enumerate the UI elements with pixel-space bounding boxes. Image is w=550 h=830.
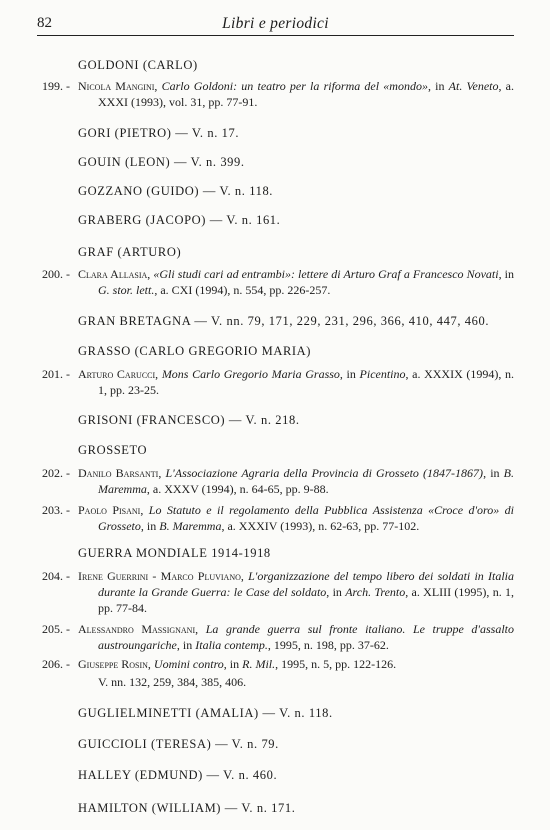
italic-title: Picentino [359,367,406,381]
italic-title: Italia contemp. [195,638,268,652]
entry-text [78,465,514,497]
italic-title: G. stor. lett. [98,283,155,297]
subject-heading: HALLEY (EDMUND) — V. n. 460. [78,768,278,782]
entry-text [78,502,515,534]
italic-title: R. Mil. [242,657,276,671]
citation-text: , a. XXXI (1993), vol. 31, pp. 77-91. [98,79,515,109]
bibliography-entry [42,656,514,672]
bibliography-entry [42,366,514,398]
citation-text: , in [339,367,360,381]
entry-text [78,568,515,616]
entry-number: 200. - [42,267,70,281]
subject-heading: GRASSO (CARLO GREGORIO MARIA) [78,344,312,358]
citation-text: , 1995, n. 5, pp. 122-126. [275,657,397,671]
italic-title: «Gli studi cari ad entrambi»: lettere di Arturo Graf a Francesco Novati [153,267,499,281]
subject-heading: GRABERG (JACOPO) — V. n. 161. [78,213,281,227]
entry-text [78,621,514,653]
subject-heading: GRAN BRETAGNA — V. nn. 79, 171, 229, 231, 296, 366, 410, 447, 460. [78,314,490,328]
entry-number: 206. - [42,657,70,671]
italic-title: At. Veneto [448,79,499,93]
italic-title: Mons Carlo Gregorio Maria Grasso [161,367,340,381]
entry-text [78,656,514,672]
subject-heading: HAMILTON (WILLIAM) — V. n. 171. [78,801,296,815]
subject-heading: GROSSETO [78,443,148,457]
bibliography-entry [42,621,514,653]
italic-title: L'organizzazione del tempo libero dei soldati in Italia durante la Grande Guerra: le Case del soldato [98,569,515,599]
citation-text: , in [326,585,346,599]
running-title: Libri e periodici [222,15,329,32]
entry-number: 202. - [42,466,70,480]
entry-number: 205. - [42,622,70,636]
italic-title: Arch. Trento [345,585,406,599]
page-number: 82 [37,15,52,31]
subject-heading: GRISONI (FRANCESCO) — V. n. 218. [78,413,300,427]
citation-text: , [240,569,249,583]
citation-text: , 1995, n. 198, pp. 37-62. [267,638,389,652]
bibliography-entry [42,465,514,497]
entry-number: 204. - [42,569,70,583]
citation-text: , a. XXXV (1994), n. 64-65, pp. 9-88. [146,482,329,496]
citation-text: , in [176,638,196,652]
author-name: Danilo Barsanti [78,466,159,480]
running-header [37,13,514,36]
italic-title: Carlo Goldoni: un teatro per la riforma del «mondo» [161,79,428,93]
citation-text: , in [427,79,449,93]
entry-text [78,78,515,110]
entry-number: 201. - [42,367,70,381]
subject-heading: GRAF (ARTURO) [78,245,182,259]
entry-number: 203. - [42,503,70,517]
citation-text: , [158,466,166,480]
bibliography-entry [42,266,514,298]
entry-text [78,366,515,398]
author-name: Nicola Mangini [78,79,155,93]
citation-text: , a. CXI (1994), n. 554, pp. 226-257. [154,283,331,297]
author-name: Irene Guerrini - Marco Pluviano [78,569,241,583]
italic-title: La grande guerra sul fronte italiano. Le truppe d'assalto austroungariche [98,622,514,652]
citation-text: , in [140,519,160,533]
citation-text: , in [223,657,243,671]
citation-text: , a. XLIII (1995), n. 1, pp. 77-84. [98,585,514,615]
subject-heading: GUICCIOLI (TERESA) — V. n. 79. [78,737,279,751]
italic-title: Uomini contro [153,657,224,671]
author-name: Clara Allasia [78,267,148,281]
citation-text: , [155,367,162,381]
bibliography-entry [42,568,514,616]
citation-text: , [154,79,162,93]
italic-title: B. Maremma [159,519,222,533]
italic-title: B. Maremma [98,466,514,496]
bibliography-entry [42,502,514,534]
citation-text: , a. XXXIV (1993), n. 62-63, pp. 77-102. [221,519,420,533]
cross-reference-line: V. nn. 132, 259, 384, 385, 406. [98,675,247,689]
bibliography-entry [42,78,514,110]
italic-title: L'Associazione Agraria della Provincia di Grosseto (1847-1867) [165,466,484,480]
citation-text: , in [483,466,504,480]
subject-heading: GORI (PIETRO) — V. n. 17. [78,126,240,140]
citation-text: , [195,622,206,636]
citation-text: , [147,267,154,281]
author-name: Paolo Pisani [78,503,141,517]
citation-text: , [140,503,149,517]
author-name: Giuseppe Rosin [78,657,148,671]
citation-text: , [147,657,154,671]
subject-heading: GUGLIELMINETTI (AMALIA) — V. n. 118. [78,706,333,720]
entry-number: 199. - [42,79,70,93]
author-name: Arturo Carucci [78,367,156,381]
citation-text: , in [498,267,515,281]
author-name: Alessandro Massignani [78,622,196,636]
subject-heading: GOLDONI (CARLO) [78,58,198,72]
citation-text: , a. XXXIX (1994), n. 1, pp. 23-25. [98,367,515,397]
subject-heading: GUERRA MONDIALE 1914-1918 [78,546,271,560]
italic-title: Lo Statuto e il regolamento della Pubblica Assistenza «Croce d'oro» di Grosseto [98,503,515,533]
subject-heading: GOUIN (LEON) — V. n. 399. [78,155,245,169]
entry-text [78,266,515,298]
subject-heading: GOZZANO (GUIDO) — V. n. 118. [78,184,274,198]
